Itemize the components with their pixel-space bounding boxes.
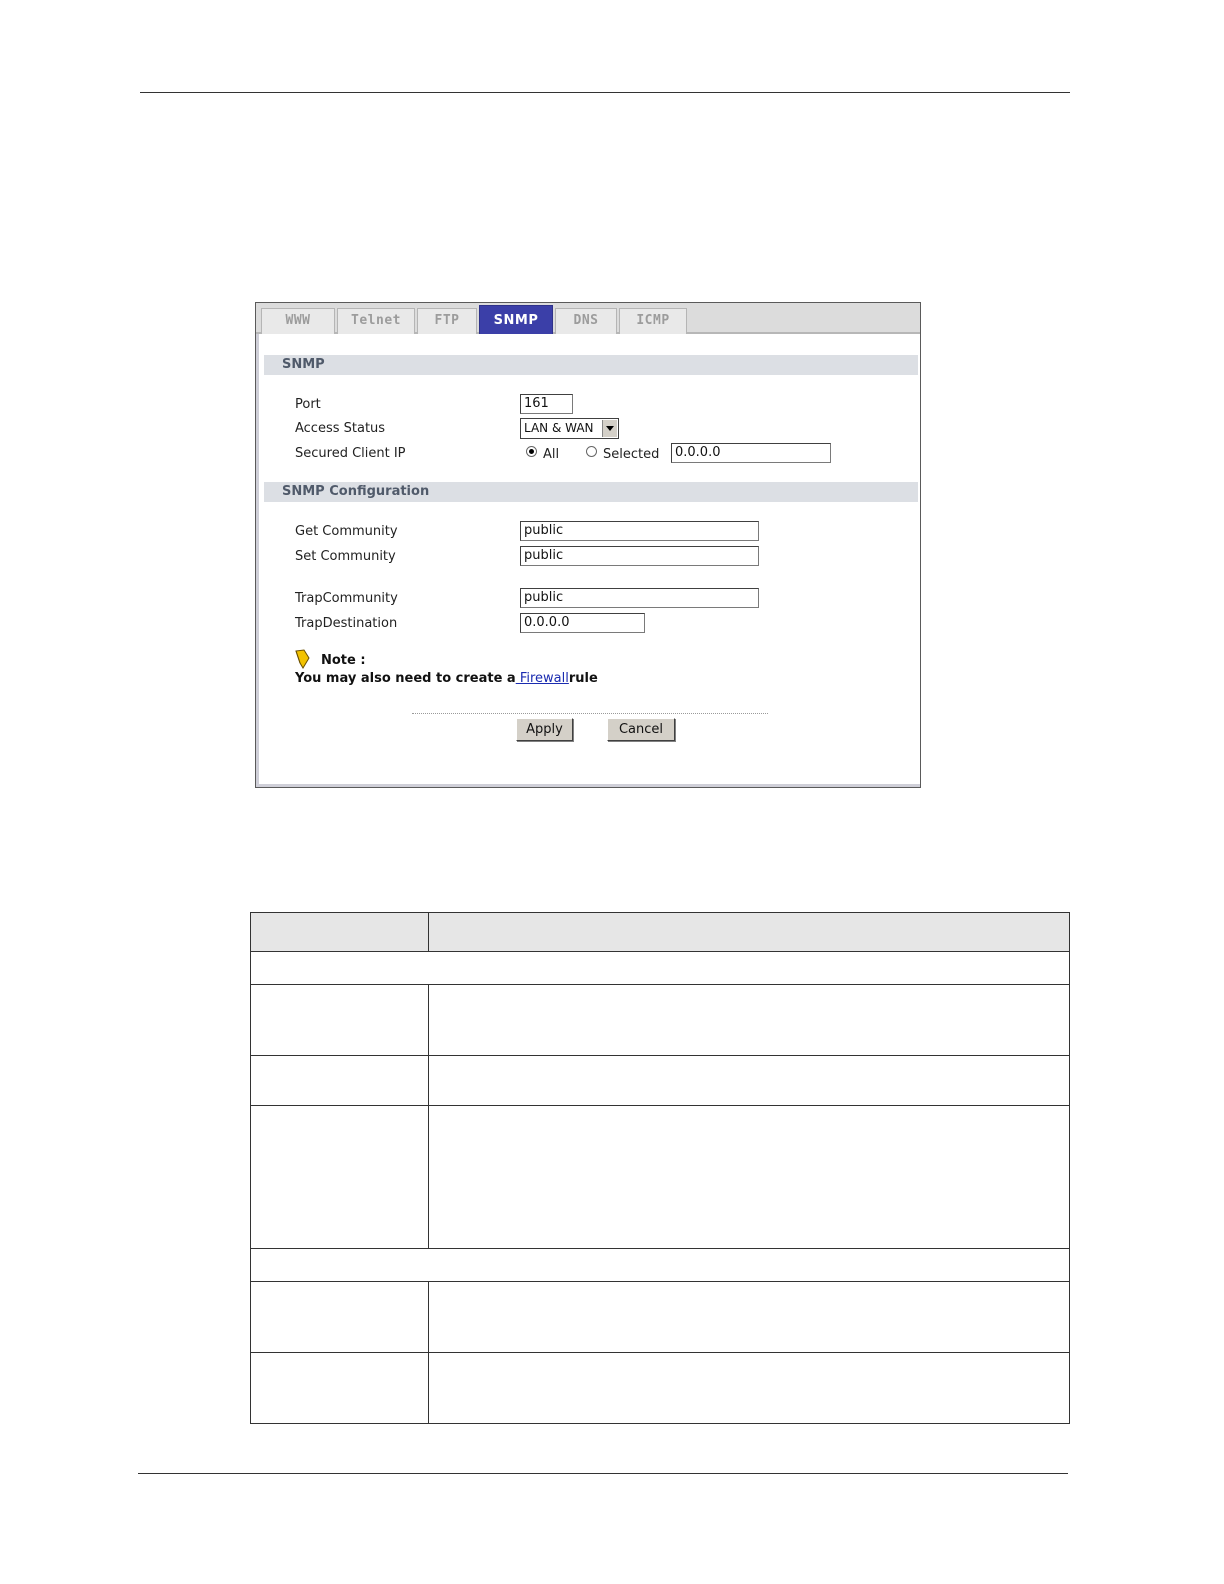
tab-icmp[interactable]: ICMP — [619, 308, 687, 334]
trap-destination-input[interactable]: 0.0.0.0 — [520, 613, 645, 633]
radio-all[interactable] — [526, 446, 537, 457]
table-cell — [429, 985, 1070, 1056]
table-row — [251, 1106, 1070, 1249]
note-text-after: rule — [568, 671, 598, 686]
table-row — [251, 1249, 1070, 1282]
radio-selected-label: Selected — [603, 447, 660, 462]
table-header-row — [251, 913, 1070, 952]
radio-selected[interactable] — [586, 446, 597, 457]
table-header-cell — [429, 913, 1070, 952]
trap-community-input[interactable]: public — [520, 588, 759, 608]
table-row — [251, 1056, 1070, 1106]
firewall-link[interactable]: Firewall — [515, 671, 569, 686]
note-title: Note : — [321, 653, 366, 668]
cancel-button[interactable]: Cancel — [607, 718, 675, 741]
trap-community-label: TrapCommunity — [295, 591, 398, 606]
table-row — [251, 952, 1070, 985]
tab-snmp[interactable]: SNMP — [479, 305, 553, 334]
field-description-table — [250, 912, 1070, 1424]
header-rule — [140, 92, 1070, 93]
table-row — [251, 985, 1070, 1056]
table-cell — [251, 952, 1070, 985]
set-community-label: Set Community — [295, 549, 396, 564]
note-text — [295, 671, 598, 686]
note-text-before: You may also need to create a — [295, 671, 516, 686]
table-header-cell — [251, 913, 429, 952]
table-cell — [429, 1353, 1070, 1424]
port-label: Port — [295, 397, 321, 412]
snmp-section-header: SNMP — [264, 355, 918, 375]
tab-www[interactable]: WWW — [261, 308, 335, 334]
apply-button[interactable]: Apply — [516, 718, 573, 741]
set-community-input[interactable]: public — [520, 546, 759, 566]
table-row — [251, 1353, 1070, 1424]
note-icon — [294, 649, 312, 669]
access-status-select[interactable] — [520, 418, 619, 439]
table-cell — [429, 1056, 1070, 1106]
secured-client-ip-label: Secured Client IP — [295, 446, 406, 461]
panel-edge-left — [256, 334, 259, 787]
tab-bar — [256, 303, 920, 334]
table-cell — [251, 1056, 429, 1106]
selected-ip-input[interactable]: 0.0.0.0 — [671, 443, 831, 463]
tab-dns[interactable]: DNS — [555, 308, 617, 334]
footer-rule — [138, 1473, 1068, 1474]
table-cell — [251, 1106, 429, 1249]
access-status-label: Access Status — [295, 421, 386, 436]
chevron-down-icon[interactable] — [602, 420, 617, 437]
trap-destination-label: TrapDestination — [295, 616, 398, 631]
table-cell — [251, 1353, 429, 1424]
tab-ftp[interactable]: FTP — [417, 308, 477, 334]
divider — [412, 713, 768, 714]
snmp-screenshot — [255, 302, 921, 788]
tab-telnet[interactable]: Telnet — [337, 308, 415, 334]
table-cell — [251, 1249, 1070, 1282]
table-cell — [251, 1282, 429, 1353]
get-community-input[interactable]: public — [520, 521, 759, 541]
table-cell — [429, 1282, 1070, 1353]
table-cell — [251, 985, 429, 1056]
snmp-config-section-header: SNMP Configuration — [264, 482, 918, 502]
access-status-value: LAN & WAN — [524, 421, 594, 435]
panel-edge-bottom — [256, 784, 920, 787]
port-input[interactable]: 161 — [520, 394, 573, 414]
radio-all-label: All — [543, 447, 560, 462]
get-community-label: Get Community — [295, 524, 398, 539]
table-row — [251, 1282, 1070, 1353]
table-cell — [429, 1106, 1070, 1249]
